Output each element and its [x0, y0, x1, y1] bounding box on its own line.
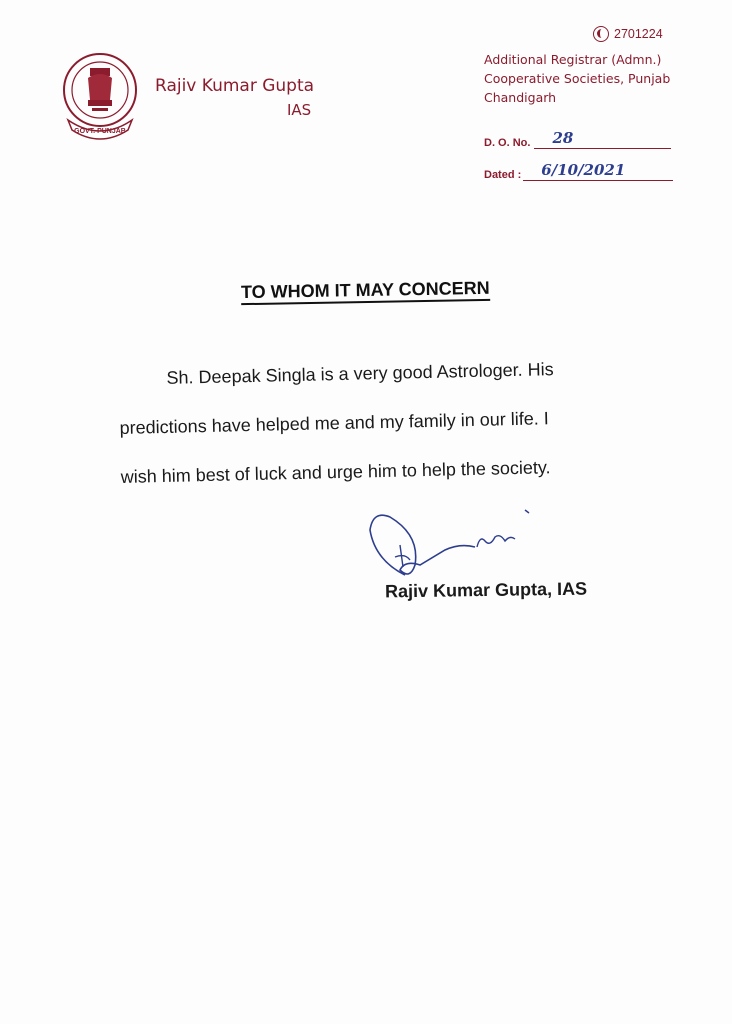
phone-icon — [593, 26, 609, 42]
dated-field — [484, 161, 673, 181]
do-value: 28 — [552, 129, 574, 147]
signatory-name: Rajiv Kumar Gupta, IAS — [384, 578, 588, 602]
do-number-field — [484, 129, 671, 149]
letterhead-service: IAS — [287, 101, 312, 119]
svg-text:GOVT. PUNJAB: GOVT. PUNJAB — [74, 128, 126, 135]
office-designation: Additional Registrar (Admn.) — [484, 52, 662, 67]
dated-label: Dated : — [484, 169, 522, 181]
body-line: Sh. Deepak Singla is a very good Astrologer. His — [166, 359, 554, 388]
phone-number — [593, 26, 663, 42]
government-emblem-logo — [58, 50, 142, 140]
office-department: Cooperative Societies, Punjab — [484, 71, 671, 86]
letter-body — [118, 343, 671, 502]
dated-value: 6/10/2021 — [541, 161, 626, 179]
letter-title — [241, 278, 490, 303]
letter-title-text: TO WHOM IT MAY CONCERN — [241, 278, 490, 305]
phone-value: 2701224 — [614, 27, 663, 41]
letterhead-name: Rajiv Kumar Gupta — [155, 76, 315, 96]
office-city: Chandigarh — [484, 90, 557, 105]
do-label: D. O. No. — [484, 137, 531, 149]
body-line: wish him best of luck and urge him to help the society. — [120, 457, 551, 487]
handwritten-signature — [365, 505, 535, 585]
body-line: predictions have helped me and my family in our life. I — [119, 408, 549, 438]
